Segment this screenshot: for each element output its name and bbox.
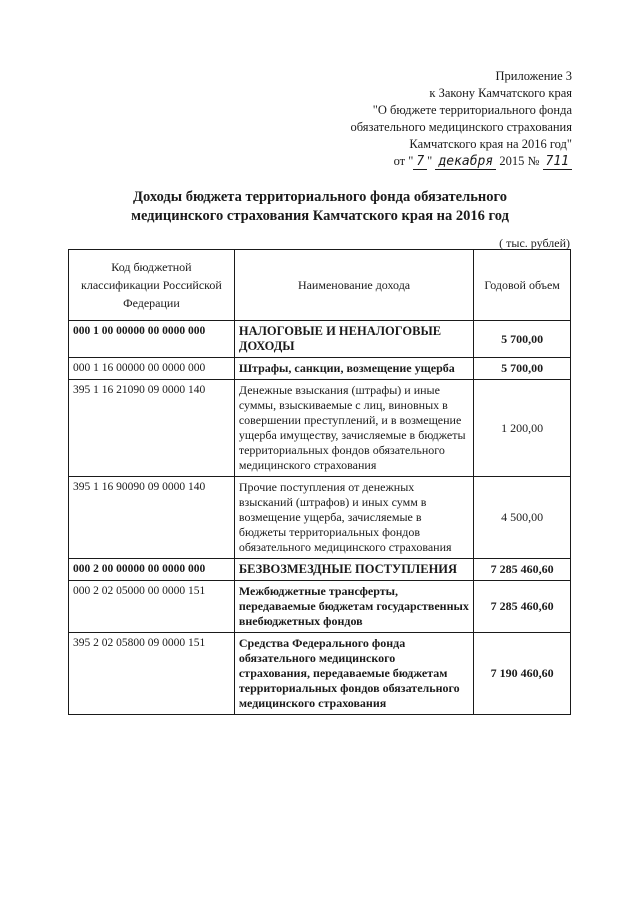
row-amount: 7 190 460,60 bbox=[474, 633, 571, 715]
appendix-line: "О бюджете территориального фонда bbox=[372, 103, 572, 117]
row-amount: 1 200,00 bbox=[474, 380, 571, 477]
units-label: ( тыс. рублей) bbox=[499, 236, 570, 250]
row-name: НАЛОГОВЫЕ И НЕНАЛОГОВЫЕ ДОХОДЫ bbox=[234, 321, 473, 358]
table-row bbox=[69, 477, 571, 559]
appendix-block bbox=[350, 68, 572, 170]
row-amount: 5 700,00 bbox=[474, 358, 571, 380]
from-label: от " bbox=[393, 154, 414, 168]
law-month: декабря bbox=[435, 154, 496, 170]
row-code: 395 2 02 05800 09 0000 151 bbox=[69, 633, 235, 715]
header-name: Наименование дохода bbox=[234, 250, 473, 321]
appendix-line: к Закону Камчатского края bbox=[429, 86, 572, 100]
law-year: 2015 bbox=[499, 154, 525, 168]
table-row bbox=[69, 559, 571, 581]
row-amount: 7 285 460,60 bbox=[474, 581, 571, 633]
table-row bbox=[69, 633, 571, 715]
number-label: № bbox=[527, 154, 540, 168]
appendix-line: Приложение 3 bbox=[495, 69, 572, 83]
row-name: Штрафы, санкции, возмещение ущерба bbox=[234, 358, 473, 380]
row-code: 395 1 16 90090 09 0000 140 bbox=[69, 477, 235, 559]
row-name: Денежные взыскания (штрафы) и иные суммы, взыскиваемые с лиц, виновных в совершении преступлений, и в возмещение ущерба имуществу, зачисляемые в бюджеты территориальных фондов обязательного медицинского страхования bbox=[234, 380, 473, 477]
table-row bbox=[69, 581, 571, 633]
document-title bbox=[60, 188, 580, 226]
appendix-line: обязательного медицинского страхования bbox=[350, 120, 572, 134]
row-code: 000 1 16 00000 00 0000 000 bbox=[69, 358, 235, 380]
row-code: 000 2 02 05000 00 0000 151 bbox=[69, 581, 235, 633]
row-code: 000 2 00 00000 00 0000 000 bbox=[69, 559, 235, 581]
law-day: 7 bbox=[413, 154, 427, 170]
table-row bbox=[69, 321, 571, 358]
quote-close: " bbox=[427, 154, 433, 168]
header-amount: Годовой объем bbox=[474, 250, 571, 321]
title-line: Доходы бюджета территориального фонда обязательного bbox=[133, 189, 507, 205]
title-line: медицинского страхования Камчатского края на 2016 год bbox=[131, 208, 509, 224]
row-name: Средства Федерального фонда обязательного медицинского страхования, передаваемые бюджетам территориальных фондов обязательного медицинского страхования bbox=[234, 633, 473, 715]
row-amount: 5 700,00 bbox=[474, 321, 571, 358]
row-name: Межбюджетные трансферты, передаваемые бюджетам государственных внебюджетных фондов bbox=[234, 581, 473, 633]
table-header-row bbox=[69, 250, 571, 321]
table-row bbox=[69, 380, 571, 477]
row-code: 395 1 16 21090 09 0000 140 bbox=[69, 380, 235, 477]
row-amount: 4 500,00 bbox=[474, 477, 571, 559]
law-number: 711 bbox=[543, 154, 572, 170]
row-name: Прочие поступления от денежных взысканий (штрафов) и иных сумм в возмещение ущерба, зачисляемые в бюджеты территориальных фондов обязательного медицинского страхования bbox=[234, 477, 473, 559]
header-code: Код бюджетной классификации Российской Федерации bbox=[69, 250, 235, 321]
row-amount: 7 285 460,60 bbox=[474, 559, 571, 581]
appendix-line: Камчатского края на 2016 год" bbox=[409, 137, 572, 151]
revenue-table bbox=[68, 249, 571, 715]
law-date-line bbox=[350, 153, 572, 170]
row-name: БЕЗВОЗМЕЗДНЫЕ ПОСТУПЛЕНИЯ bbox=[234, 559, 473, 581]
row-code: 000 1 00 00000 00 0000 000 bbox=[69, 321, 235, 358]
table-row bbox=[69, 358, 571, 380]
